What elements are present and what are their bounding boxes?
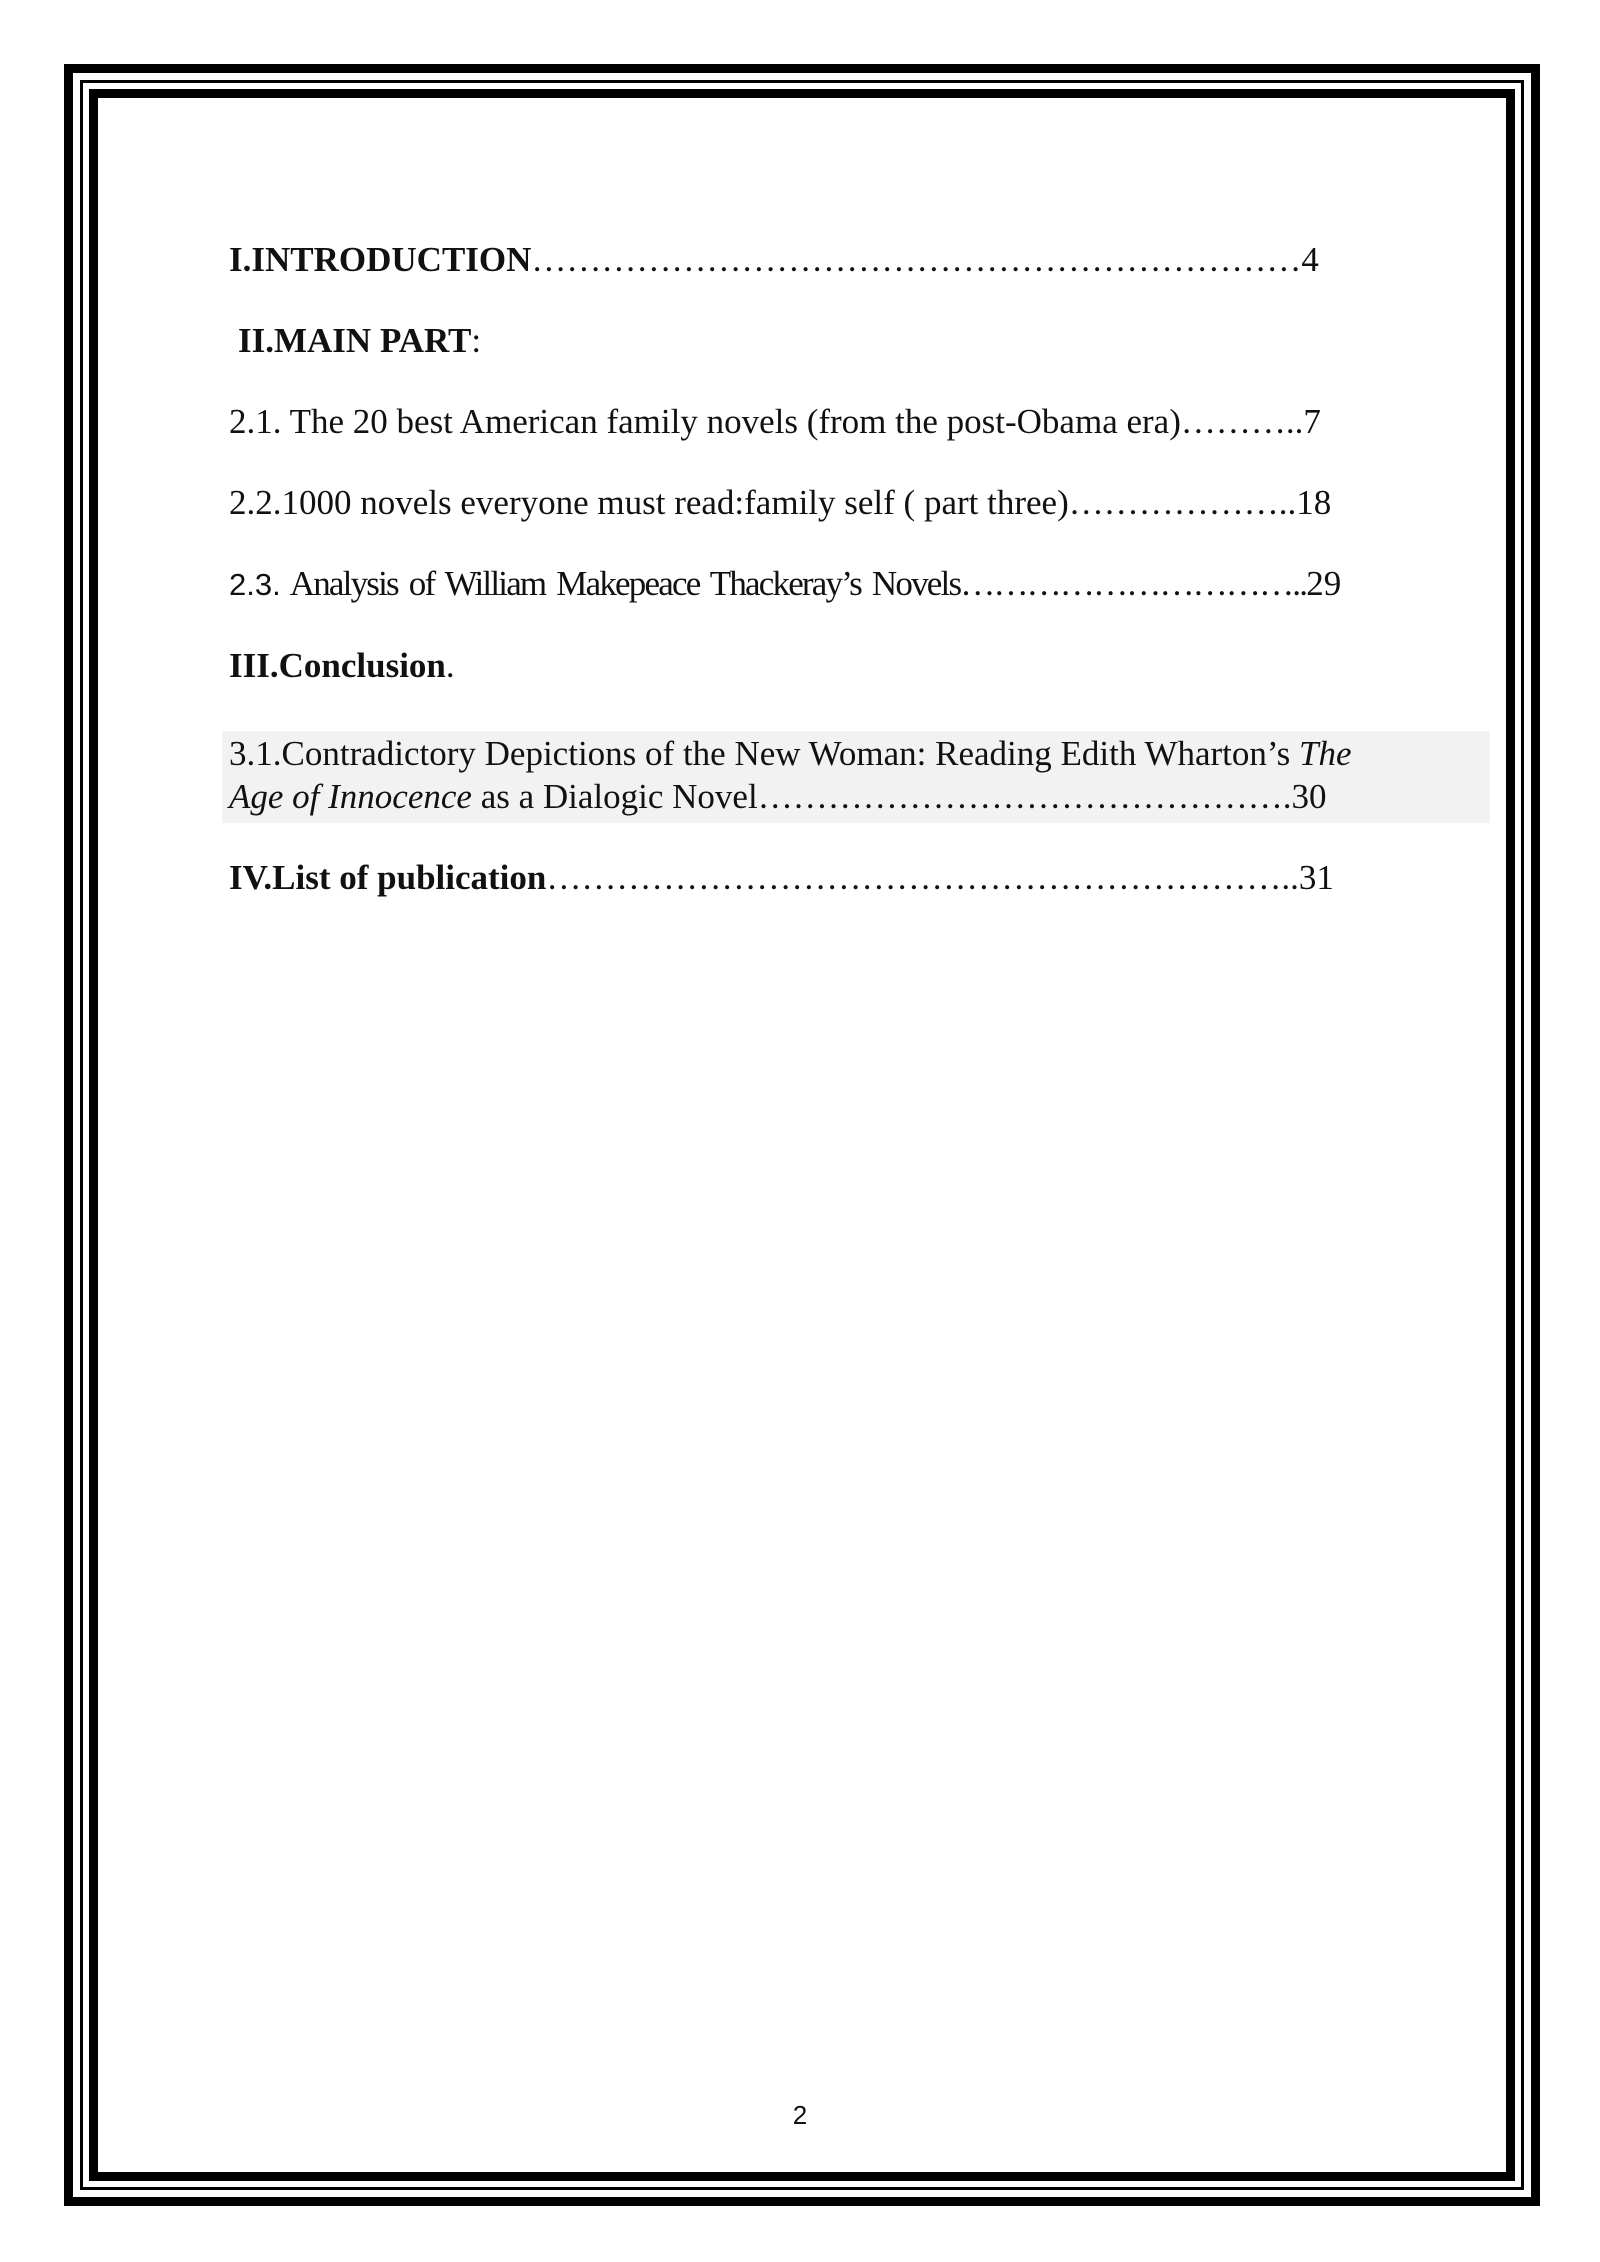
toc-entry-3-1-line-2[interactable] <box>229 775 1326 819</box>
toc-entry-2-1[interactable] <box>229 400 1321 444</box>
toc-entry-2-3[interactable] <box>229 562 1341 607</box>
toc-entry-text: 2.1. The 20 best American family novels (from the post-Obama era) <box>229 402 1181 441</box>
toc-heading-main-part <box>238 319 481 363</box>
toc-entry-italic-title: The <box>1299 734 1352 773</box>
toc-entry-label: I.INTRODUCTION <box>229 240 532 279</box>
toc-page-number: 31 <box>1298 858 1334 897</box>
toc-leader-dots: ……….. <box>1180 402 1304 441</box>
toc-heading-suffix: . <box>445 646 455 685</box>
toc-page-number: 18 <box>1296 483 1332 522</box>
toc-entry-introduction[interactable] <box>229 238 1319 282</box>
toc-leader-dots: ………………………………………………………… <box>531 240 1302 279</box>
toc-heading-label: III.Conclusion <box>229 646 446 685</box>
toc-entry-3-1-line-1[interactable] <box>229 732 1352 776</box>
toc-entry-text: Analysis of William Makepeace Thackeray’s Novels <box>280 564 961 603</box>
toc-leader-dots: ………………………….. <box>960 564 1307 603</box>
toc-entry-text: 3.1.Contradictory Depictions of the New Woman: Reading Edith Wharton’s <box>229 734 1299 773</box>
toc-heading-suffix: : <box>471 321 482 360</box>
toc-entry-text: as a Dialogic Novel <box>471 777 758 816</box>
toc-page-number: 7 <box>1303 402 1321 441</box>
page-number: 2 <box>792 2100 808 2130</box>
toc-entry-text: 2.2.1000 novels everyone must read:family self ( part three) <box>229 483 1069 522</box>
toc-leader-dots: ……………….. <box>1068 483 1297 522</box>
toc-heading-conclusion <box>229 644 455 688</box>
toc-page-number: 30 <box>1291 777 1327 816</box>
toc-entry-number: 2.3. <box>229 567 281 602</box>
toc-entry-label: IV.List of publication <box>229 858 547 897</box>
toc-page-number: 4 <box>1301 240 1319 279</box>
toc-page-number: 29 <box>1306 564 1342 603</box>
toc-leader-dots: ……………………………………………………….. <box>546 858 1299 897</box>
toc-leader-dots: ………………………………………. <box>757 777 1292 816</box>
toc-entry-italic-title: Age of Innocence <box>229 777 472 816</box>
toc-heading-label: II.MAIN PART <box>238 321 472 360</box>
toc-entry-2-2[interactable] <box>229 481 1331 525</box>
toc-entry-publications[interactable] <box>229 856 1334 900</box>
